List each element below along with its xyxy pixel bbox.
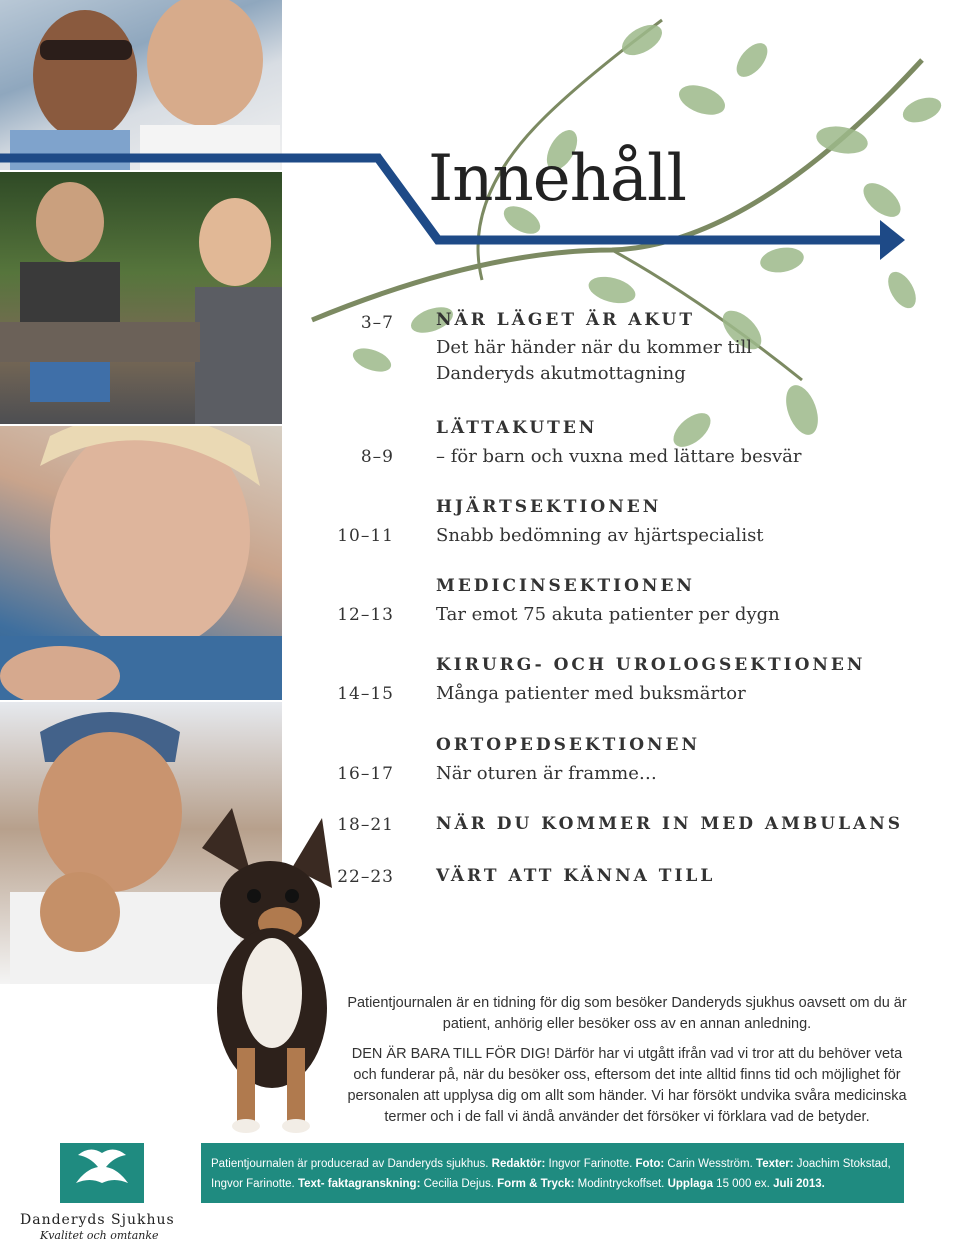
toc-page-range: 3–7 (360, 313, 394, 333)
hospital-tagline: Kvalitet och omtanke (40, 1229, 159, 1242)
credits-label: Texter: (756, 1158, 794, 1170)
toc-heading: ORTOPEDSEKTIONEN (436, 735, 701, 755)
hospital-name: Danderyds Sjukhus (20, 1212, 175, 1228)
toc-heading: VÄRT ATT KÄNNA TILL (436, 866, 716, 886)
photo-nurse (0, 426, 282, 700)
credits-label: Redaktör: (491, 1158, 546, 1170)
toc-page-range: 22–23 (337, 867, 394, 887)
credits-label: Text- faktagranskning: (297, 1178, 421, 1190)
hands-logo-icon (60, 1143, 144, 1203)
credits-box (201, 1143, 904, 1203)
toc-description: Tar emot 75 akuta patienter per dygn (436, 604, 780, 625)
toc-heading: KIRURG- OCH UROLOGSEKTIONEN (436, 655, 866, 675)
credits-producer: Patientjournalen är producerad av Danderyds sjukhus. (211, 1158, 489, 1170)
rose-branch-decoration (282, 0, 960, 560)
credits-value: 15 000 ex. (716, 1178, 770, 1190)
hospital-logo (60, 1143, 144, 1203)
toc-heading: NÄR DU KOMMER IN MED AMBULANS (436, 814, 904, 834)
toc-description: När oturen är framme… (436, 763, 657, 784)
toc-page-range: 14–15 (337, 684, 394, 704)
credits-value: Modintryckoffset. (577, 1178, 665, 1190)
toc-page-range: 12–13 (337, 605, 394, 625)
toc-description: Det här händer när du kommer till (436, 337, 752, 358)
toc-description: Snabb bedömning av hjärtspecialist (436, 525, 764, 546)
photo-two-doctors (0, 0, 282, 170)
toc-page-range: 8–9 (360, 447, 394, 467)
intro-text (344, 993, 910, 1137)
dog-image (192, 808, 362, 1138)
toc-heading: HJÄRTSEKTIONEN (436, 497, 662, 517)
intro-paragraph: Patientjournalen är en tidning för dig som besöker Danderyds sjukhus oavsett om du är patient, anhörig eller besöker oss av en annan anledning. (347, 995, 907, 1032)
credits-value: Carin Wesström. (667, 1158, 753, 1170)
credits-date: Juli 2013. (773, 1178, 825, 1190)
toc-heading: NÄR LÄGET ÄR AKUT (436, 310, 696, 330)
credits-value: Ingvor Farinotte. (548, 1158, 633, 1170)
credits-value: Joachim Stokstad, Ingvor Farinotte. (211, 1158, 891, 1190)
page-title: Innehåll (428, 142, 686, 216)
toc-description: – för barn och vuxna med lättare besvär (436, 446, 802, 467)
toc-page-range: 16–17 (337, 764, 394, 784)
toc-page-range: 18–21 (337, 815, 394, 835)
toc-description: Danderyds akutmottagning (436, 363, 686, 384)
credits-label: Upplaga (667, 1178, 713, 1190)
intro-paragraph: DEN ÄR BARA TILL FÖR DIG! Därför har vi utgått ifrån vad vi tror att du behöver veta och funderar på, när du besöker oss, eftersom det inte alltid finns tid och möjlighet för personalen att upplysa dig om allt som händer. Vi har försökt undvika svåra medicinska termer och i de fall vi ändå använder det försöker vi förklara vad de betyder. (347, 1046, 907, 1125)
credits-label: Form & Tryck: (497, 1178, 575, 1190)
toc-heading: LÄTTAKUTEN (436, 418, 598, 438)
toc-page-range: 10–11 (337, 526, 394, 546)
toc-heading: MEDICINSEKTIONEN (436, 576, 695, 596)
credits-label: Foto: (635, 1158, 665, 1170)
toc-description: Många patienter med buksmärtor (436, 683, 746, 704)
credits-value: Cecilia Dejus. (423, 1178, 494, 1190)
